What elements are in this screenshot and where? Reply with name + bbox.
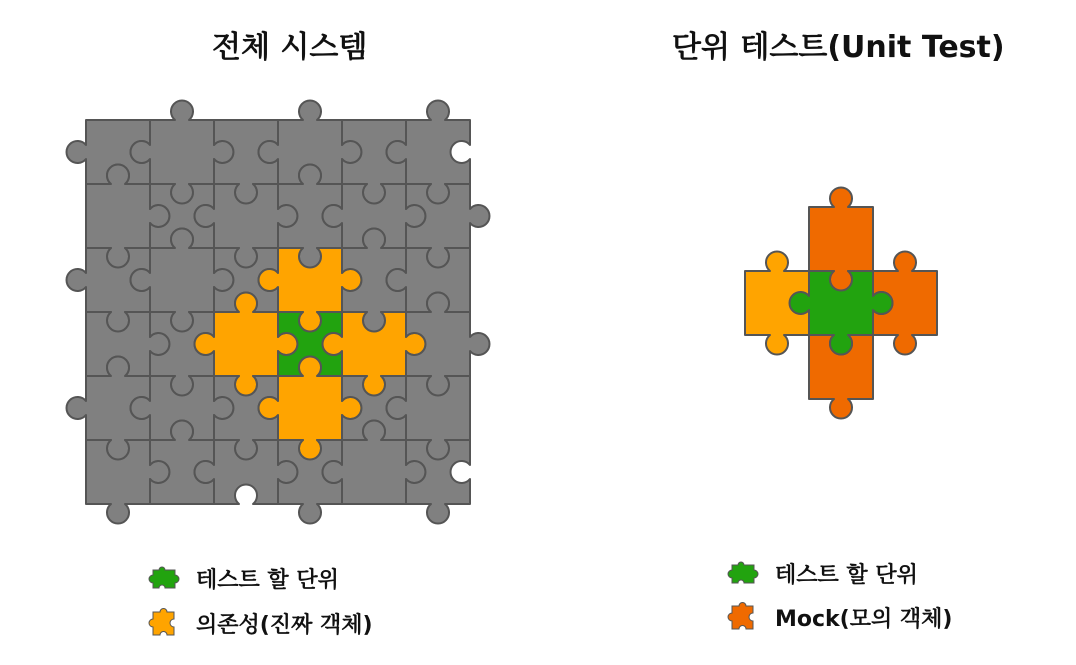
legend-mock <box>725 600 952 634</box>
legend-dependency-label: 의존성(진짜 객체) <box>196 612 373 638</box>
orange-puzzle-icon <box>146 606 182 640</box>
unit-test-title: 단위 테스트(Unit Test) <box>672 30 1005 65</box>
legend-unit-label: 테스트 할 단위 <box>196 568 339 593</box>
legend-unit-under-test <box>146 563 339 594</box>
green-puzzle-icon <box>725 561 761 587</box>
green-puzzle-icon <box>146 566 182 592</box>
system-puzzle-board <box>67 101 490 524</box>
legend-mock-label: Mock(모의 객체) <box>775 606 953 632</box>
legend-dependency <box>146 606 373 640</box>
legend-unit-label-right: 테스트 할 단위 <box>775 563 918 588</box>
mock-puzzle-icon <box>725 600 761 634</box>
legend-unit-under-test-right <box>725 558 918 589</box>
system-title: 전체 시스템 <box>212 30 368 65</box>
unit-test-puzzle-board <box>745 188 937 419</box>
